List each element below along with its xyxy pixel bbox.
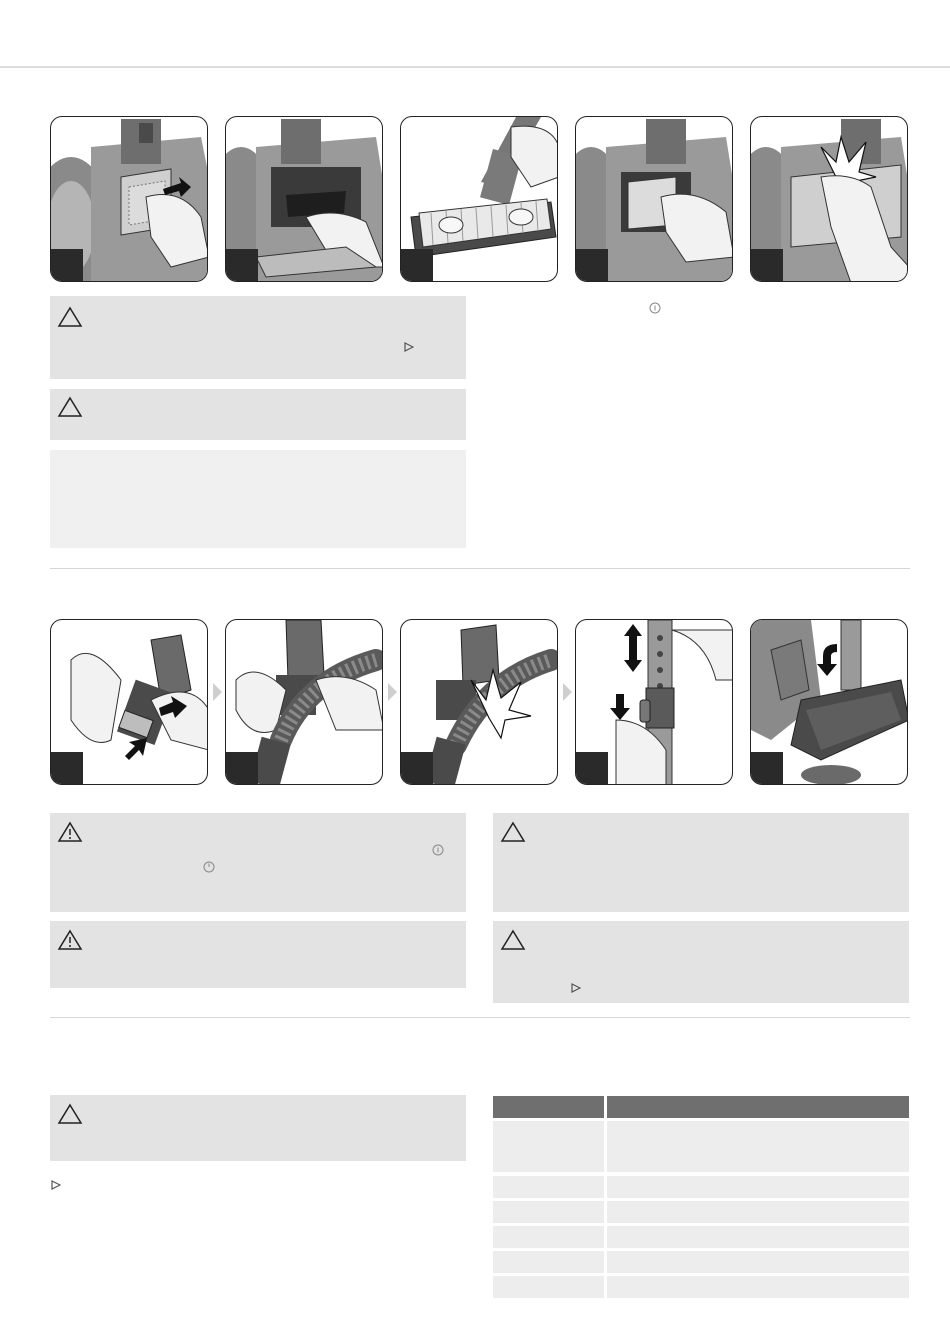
warning-triangle-icon (57, 821, 83, 843)
warning-box-3 (50, 813, 466, 912)
play-bullet-icon (404, 342, 414, 352)
step-badge (226, 249, 258, 281)
sequence-arrow (563, 683, 572, 701)
table-header-cell (493, 1096, 604, 1118)
table-cell (607, 1176, 909, 1198)
table-cell (607, 1201, 909, 1223)
warning-box-1 (50, 296, 466, 379)
illustration-panel-7 (225, 619, 383, 785)
illustration-panel-9 (575, 619, 733, 785)
table-cell (493, 1121, 604, 1172)
table-cell (493, 1176, 604, 1198)
section-divider-2 (50, 1017, 910, 1018)
illustration-panel-5 (750, 116, 908, 282)
illustration-panel-4 (575, 116, 733, 282)
step-badge (751, 249, 783, 281)
info-circle-icon (432, 844, 444, 856)
table-cell (493, 1201, 604, 1223)
table-cell (607, 1121, 909, 1172)
warning-triangle-icon (500, 929, 526, 951)
sequence-arrow (213, 683, 222, 701)
illustration-panel-2 (225, 116, 383, 282)
top-rule (0, 66, 950, 68)
table-cell (493, 1251, 604, 1273)
warning-triangle-icon (500, 821, 526, 843)
section-divider-1 (50, 568, 910, 569)
warning-triangle-icon (57, 929, 83, 951)
step-badge (226, 752, 258, 784)
sequence-arrow (388, 683, 397, 701)
step-badge (576, 249, 608, 281)
warning-triangle-icon (57, 396, 83, 418)
step-badge (51, 249, 83, 281)
warning-box-5 (493, 813, 909, 912)
warning-triangle-icon (57, 306, 83, 328)
note-box (50, 450, 466, 548)
illustration-panel-8 (400, 619, 558, 785)
play-bullet-icon (571, 983, 581, 993)
warning-box-7 (50, 1095, 466, 1161)
step-badge (51, 752, 83, 784)
table-cell (493, 1276, 604, 1298)
table-cell (607, 1276, 909, 1298)
warning-triangle-icon (57, 1103, 83, 1125)
table-cell (607, 1251, 909, 1273)
illustration-panel-1 (50, 116, 208, 282)
table-cell (493, 1226, 604, 1248)
table-header-cell (607, 1096, 909, 1118)
step-badge (751, 752, 783, 784)
power-icon (203, 861, 215, 873)
step-badge (576, 752, 608, 784)
play-bullet-icon (51, 1180, 61, 1190)
info-circle-icon (649, 302, 661, 314)
table-cell (607, 1226, 909, 1248)
warning-box-2 (50, 389, 466, 440)
step-badge (401, 249, 433, 281)
illustration-panel-6 (50, 619, 208, 785)
warning-box-4 (50, 921, 466, 988)
illustration-panel-3 (400, 116, 558, 282)
warning-box-6 (493, 921, 909, 1003)
step-badge (401, 752, 433, 784)
illustration-panel-10 (750, 619, 908, 785)
